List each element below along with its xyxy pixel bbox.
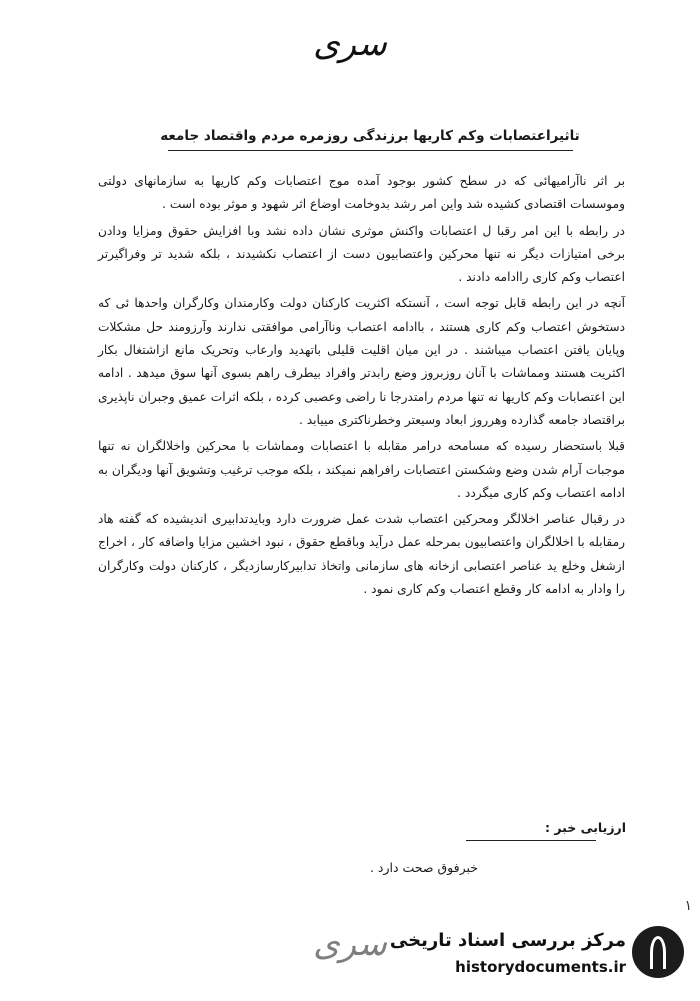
archive-logo-icon <box>632 926 684 978</box>
paragraph-1: بر اثر ناآرامیهائی که در سطح کشور بوجود آمده موج اعتصابات وکم کاریها به سازمانهای دولتی وموسسات اقتصادی کشیده شد واین امر رشد بدوخامت اوضاع اثر شهود و موثر بوده است . <box>98 174 625 212</box>
paragraph-5: در رقبال عناصر اخلالگر ومحرکین اعتصاب شدت عمل ضرورت دارد وبایدتدابیری اندیشیده که گفته هاد رمقابله با اخلالگران واعتصابیون بمرحله عمل درآید وباقطع حقوق ، نبود اخشین مزایا واضافه کار ، اخراج ازشغل وخلع ید عناصر اعتصابی ازخانه های سازمانی واتخاذ تدابیرکارسازدیگر ، کارکنان دولت وکارگران را وادار به ادامه کار وقطع اعتصاب وکم کاری نمود . <box>98 512 625 597</box>
title-underline <box>168 150 573 151</box>
paragraph-3: آنچه در این رابطه قابل توجه است ، آنستکه اکثریت کارکنان دولت وکارمندان وکارگران واحدها ئی که دستخوش اعتصاب وکم کاری هستند ، باادامه اعتصاب وناآرامی موافقتی ندارند وآرزومند حل مشکلات وپایان یافتن اعتصاب میباشند . در این میان اقلیت قلیلی باتهدید وارعاب وتحریک مانع ازاشتغال بکار اکثریت هستند ومماشات با آنان روزبروز وضع رابدتر وافراد بیطرف راهم بسوی آنها سوق میدهد . ادامه این اعتصابات وکم کاریها نه تنها مردم رامتدرجا نا راضی وعصبی کرده ، بلکه اثرات عمیق وجبران ناپذیری براقتصاد جامعه گذارده وهرروز ابعاد وسیعتر وخطرناکتری مییابد . <box>98 296 625 427</box>
document-title: تاثیراعتصابات وکم کاریها برزندگی روزمره مردم واقتصاد جامعه <box>160 128 580 144</box>
paragraph-4: قبلا باستحضار رسیده که مسامحه درامر مقابله با اعتصابات ومماشات با محرکین واخلالگران نه تنها موجبات آرام شدن وضع وشکستن اعتصابات رافراهم نمیکند ، بلکه موجب ترغیب وتشویق آنها وديگران به ادامه اعتصاب وکم کاری میگردد . <box>98 439 625 500</box>
classification-stamp-bottom: سری <box>313 924 387 964</box>
paragraph-2: در رابطه با این امر رقبا ل اعتصابات واکنش موثری نشان داده نشد وبا افزایش حقوق ومزایا ودادن برخی امتیازات دیگر نه تنها محرکین واعتصابیون دست از اعتصاب نکشیدند ، بلکه شدید تر وفراگیرتر اعتصاب وکم کاری راادامه دادند . <box>98 223 625 285</box>
classification-stamp-top: سری <box>313 24 387 64</box>
evaluation-underline <box>466 840 596 841</box>
evaluation-label: ارزیابی خبر : <box>545 820 626 835</box>
archive-watermark <box>389 920 692 990</box>
watermark-url: historydocuments.ir <box>455 958 626 976</box>
page-side-mark: ۱ <box>684 898 692 914</box>
document-body <box>98 170 625 604</box>
watermark-org-name: مرکز بررسی اسناد تاریخی <box>389 930 626 951</box>
evaluation-text: خبرفوق صحت دارد . <box>369 860 478 875</box>
